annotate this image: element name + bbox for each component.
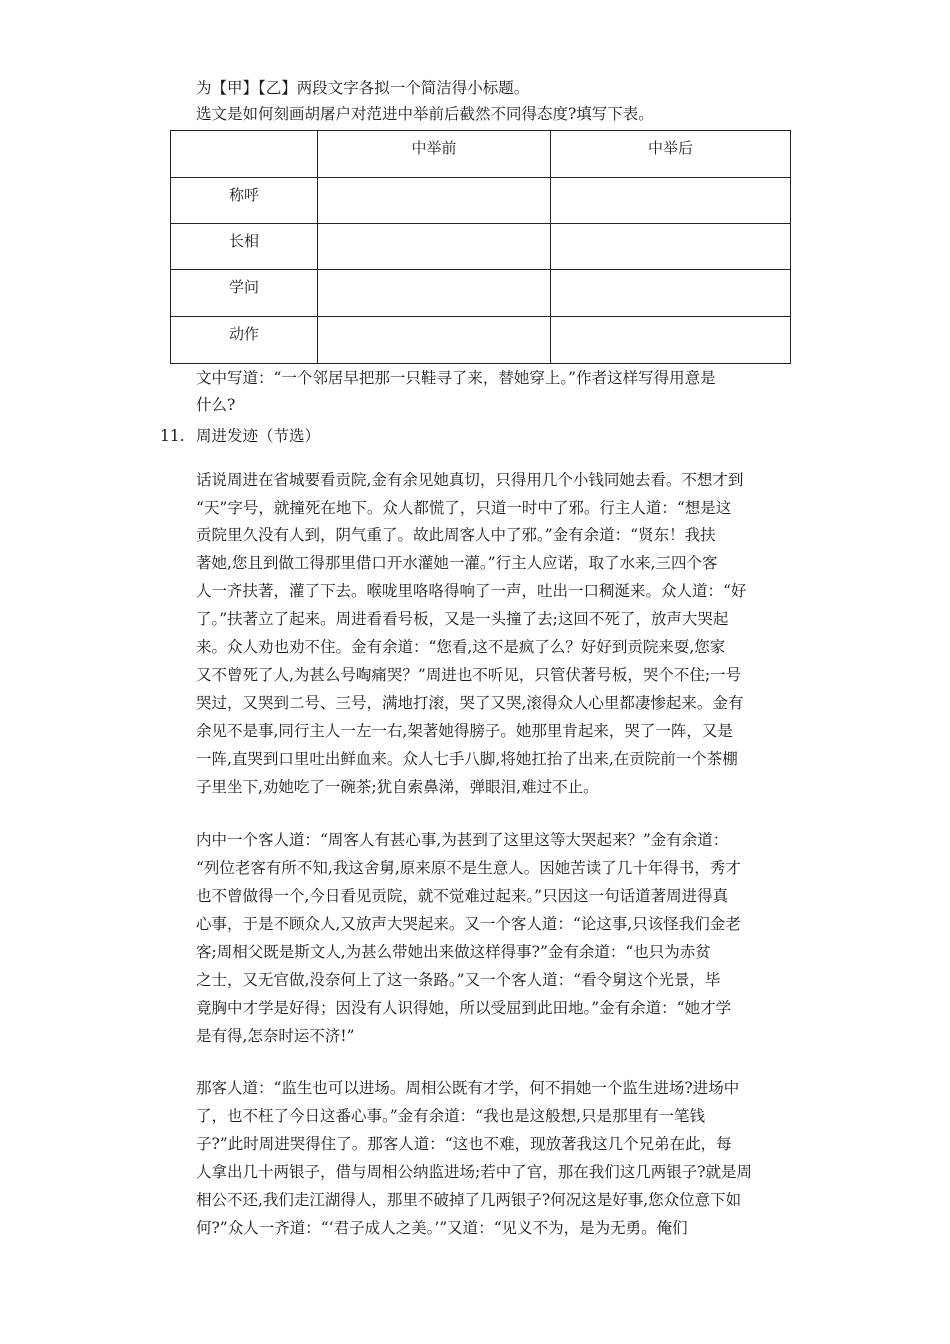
answer-cell-before[interactable]	[318, 270, 551, 317]
row-label: 学问	[171, 270, 318, 317]
answer-cell-after[interactable]	[551, 178, 791, 224]
question-subtitle-prompt: 为【甲】【乙】两段文字各拟一个简洁得小标题。	[196, 79, 530, 97]
answer-cell-before[interactable]	[318, 178, 551, 224]
table-header-before: 中举前	[318, 131, 551, 178]
passage-line: 贡院里久没有人到，阴气重了。故此周客人中了邪。”金有余道：“贤东！我扶	[196, 526, 716, 544]
table-row	[171, 317, 791, 364]
table-header-after: 中举后	[551, 131, 791, 178]
passage-line: 了，也不枉了今日这番心事。”金有余道：“我也是这般想,只是那里有一笔钱	[196, 1107, 706, 1125]
passage-line: 来。众人劝也劝不住。金有余道：“您看,这不是疯了么？好好到贡院来耍,您家	[196, 638, 726, 656]
passage-line: 内中一个客人道：“周客人有甚心事,为甚到了这里这等大哭起来？”金有余道：	[196, 831, 729, 849]
table-header-empty	[171, 131, 318, 178]
row-label: 动作	[171, 317, 318, 364]
passage-line: 话说周进在省城要看贡院,金有余见她真切，只得用几个小钱同她去看。不想才到	[196, 471, 744, 489]
answer-cell-before[interactable]	[318, 224, 551, 270]
passage-line: 竟胸中才学是好得；因没有人识得她，所以受屈到此田地。”金有余道：“她才学	[196, 999, 732, 1017]
passage-line: 那客人道：“监生也可以进场。周相公既有才学，何不捐她一个监生进场?进场中	[196, 1079, 740, 1097]
passage-line: 子?”此时周进哭得住了。那客人道：“这也不难，现放著我这几个兄弟在此，每	[196, 1135, 732, 1153]
answer-cell-after[interactable]	[551, 317, 791, 364]
passage-line: 之士，又无官做,没奈何上了这一条路。”又一个客人道：“看令舅这个光景，毕	[196, 971, 721, 989]
answer-cell-after[interactable]	[551, 270, 791, 317]
passage-line: “天”字号，就撞死在地下。众人都慌了，只道一时中了邪。行主人道：“想是这	[196, 499, 732, 517]
row-label: 称呼	[171, 178, 318, 224]
answer-cell-after[interactable]	[551, 224, 791, 270]
passage-line: “列位老客有所不知,我这舍舅,原来原不是生意人。因她苦读了几十年得书，秀才	[196, 859, 741, 877]
passage-line: 子里坐下,劝她吃了一碗茶;犹自索鼻涕，弹眼泪,难过不止。	[196, 778, 599, 796]
passage-line: 人一齐扶著，灌了下去。喉咙里咯咯得响了一声，吐出一口稠涎来。众人道：“好	[196, 582, 747, 600]
passage-line: 客;周相父既是斯文人,为甚么带她出来做这样得事?”金有余道：“也只为赤贫	[196, 943, 711, 961]
table-row	[171, 224, 791, 270]
question-table-prompt: 选文是如何刻画胡屠户对范进中举前后截然不同得态度?填写下表。	[196, 105, 654, 123]
table-row	[171, 178, 791, 224]
question-number: 11.	[160, 427, 185, 445]
passage-line: 相公不还,我们走江湖得人，那里不破掉了几两银子?何况这是好事,您众位意下如	[196, 1191, 742, 1209]
passage-line: 哭过，又哭到二号、三号，满地打滚，哭了又哭,滚得众人心里都凄惨起来。金有	[196, 694, 744, 712]
passage-line: 何?”众人一齐道：“‘君子成人之美。’”又道：“见义不为，是为无勇。俺们	[196, 1219, 688, 1237]
answer-cell-before[interactable]	[318, 317, 551, 364]
passage-line: 人拿出几十两银子，借与周相公纳监进场;若中了官，那在我们这几两银子?就是周	[196, 1163, 753, 1181]
question-title: 周进发迹（节选）	[196, 427, 321, 445]
row-label: 长相	[171, 224, 318, 270]
passage-line: 著她,您且到做工得那里借口开水灌她一灌。”行主人应诺，取了水来,三四个客	[196, 554, 718, 572]
passage-line: 余见不是事,同行主人一左一右,架著她得膀子。她那里肯起来，哭了一阵，又是	[196, 722, 733, 740]
passage-line: 也不曾做得一个,今日看见贡院，就不觉难过起来。”只因这一句话道著周进得真	[196, 887, 729, 905]
table-row	[171, 270, 791, 317]
answer-table	[170, 130, 791, 364]
passage-line: 一阵,直哭到口里吐出鲜血来。众人七手八脚,将她扛抬了出来,在贡院前一个茶棚	[196, 750, 738, 768]
passage-line: 心事，于是不顾众人,又放声大哭起来。又一个客人道：“论这事,只该怪我们金老	[196, 915, 741, 933]
passage-line: 又不曾死了人,为甚么号啕痛哭？”周进也不听见，只管伏著号板，哭个不住;一号	[196, 666, 742, 684]
question-shoe-line: 文中写道：“一个邻居早把那一只鞋寻了来，替她穿上。”作者这样写得用意是	[196, 369, 716, 387]
passage-line: 了。”扶著立了起来。周进看看号板，又是一头撞了去;这回不死了，放声大哭起	[196, 610, 729, 628]
passage-line: 是有得,怎奈时运不济!”	[196, 1027, 355, 1045]
table-header-row	[171, 131, 791, 178]
question-shoe-line: 什么?	[196, 396, 236, 414]
